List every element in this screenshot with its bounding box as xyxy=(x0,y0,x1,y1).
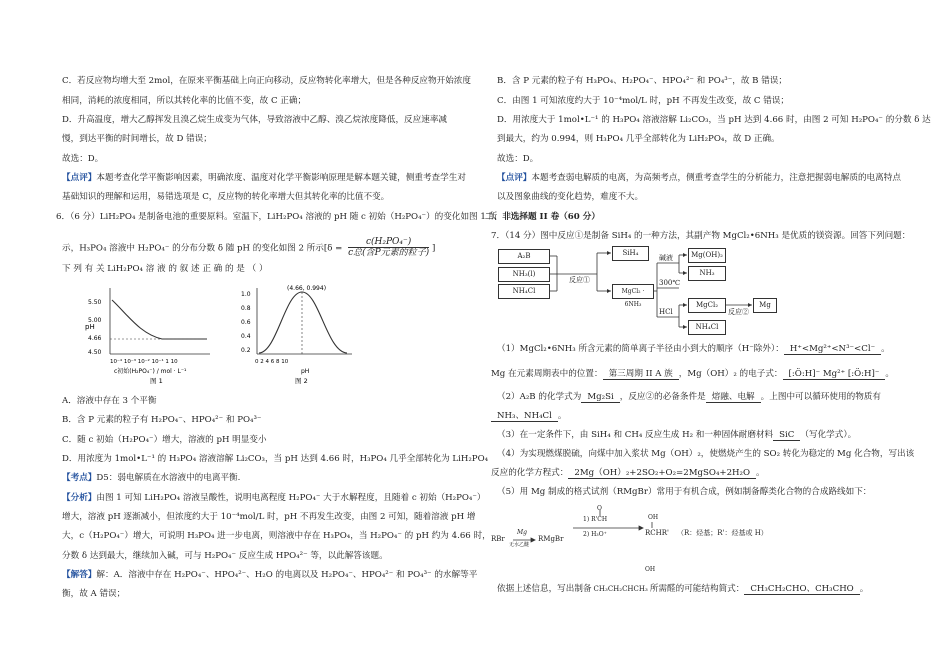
sub-2c-text: 。上图中可以循环使用的物质有 xyxy=(760,392,881,402)
fig1-ylabel: pH xyxy=(85,323,95,331)
text-line: 大，c（H₂PO₄⁻）增大，可说明 H₃PO₄ 进一步电离，则溶液中存在 H₃PO₄，当 H₂PO₄⁻ 的 pH 约为 4.66 时， xyxy=(62,531,491,541)
question-6-heading: 6．（6 分）LiH₂PO₄ 是制备电池的重要原料。室温下，LiH₂PO₄ 溶液的 pH 随 c 初始（H₂PO₄⁻）的变化如图 1 所 xyxy=(56,212,498,222)
option-c: C．随 c 初始（H₂PO₄⁻）增大，溶液的 pH 明显变小 xyxy=(62,435,267,445)
flow-mgcl2: MgCl₂ xyxy=(688,298,726,313)
sub-5b-text2: 所需醛的可能结构简式： xyxy=(649,584,745,594)
sub-5b: 依据上述信息，写出制备 CH₃CH₂CHCH₃ 所需醛的可能结构简式： CH₃CH₂CHO、CH₃CHO 。 xyxy=(497,584,869,594)
option-a: A．溶液中存在 3 个平衡 xyxy=(62,396,157,406)
text-line: 分数 δ 达到最大，继续加入碱，可与 H₂PO₄⁻ 反应生成 HPO₄²⁻ 等，以此解答该题。 xyxy=(62,551,388,561)
text-line: 相同，消耗的浓度相同，所以其转化率的比值不变，故 C 正确； xyxy=(62,96,307,106)
svg-text:0.2: 0.2 xyxy=(241,347,251,354)
sub-3-end: （写化学式）。 xyxy=(800,430,857,440)
analysis-line xyxy=(62,494,486,503)
sub-2d: NH₃、NH₄Cl 。 xyxy=(491,412,566,421)
text-line: D．升高温度，增大乙醇挥发且溴乙烷生成变为气体，导致溶液中乙醇、溴乙烷浓度降低，反应速率减 xyxy=(62,115,448,125)
svg-text:0 2 4 6 8 10: 0 2 4 6 8 10 xyxy=(255,359,289,365)
svg-text:1.0: 1.0 xyxy=(241,291,251,298)
solution-line xyxy=(62,571,477,580)
rx-note: （R：烃基；R'：烃基或 H） xyxy=(677,529,768,537)
question-7-heading: 7．（14 分）图中反应①是制备 SiH₄ 的一种方法，其副产物 MgCl₂•6NH₃ 是优质的镁资源。回答下列问题： xyxy=(491,231,911,241)
sub-5b-text: 依据上述信息，写出制备 xyxy=(497,584,592,594)
sub-2a-text: （2）A₂B 的化学式为 xyxy=(497,392,582,402)
q6-text: 示，H₃PO₄ 溶液中 H₂PO₄⁻ 的分布分数 δ 随 pH 的变化如图 2 所示[δ = xyxy=(62,243,343,254)
rx-step2: 2) H₃O⁺ xyxy=(583,531,607,538)
comment-text: 本题考查化学平衡影响因素，明确浓度、温度对化学平衡影响原理是解本题关键，侧重考查学生对 xyxy=(96,173,466,183)
fig2-xlabel: pH xyxy=(301,368,310,375)
grignard-scheme xyxy=(491,506,831,556)
comment-text: 本题考查弱电解质的电离，为高频考点，侧重考查学生的分析能力，注意把握弱电解质的电离特点 xyxy=(531,173,901,183)
flow-nh4cl2: NH₄Cl xyxy=(688,320,726,335)
target-molecule: CH₃CH₂CHCH₃ xyxy=(593,585,648,593)
text-line: C．由图 1 可知浓度约大于 10⁻⁴mol/L 时，pH 不再发生改变，故 C 错误； xyxy=(497,96,789,106)
flow-react1-label: 反应① xyxy=(569,276,590,284)
analysis-text: 由图 1 可知 LiH₂PO₄ 溶液呈酸性，说明电离程度 H₂PO₄⁻ 大于水解程度，且随着 c 初始（H₂PO₄⁻） xyxy=(96,493,486,503)
rx-step1: 1) R'CH xyxy=(583,516,608,523)
flow-nh3: NH₃ xyxy=(688,266,726,281)
svg-text:5.00: 5.00 xyxy=(88,317,102,324)
answer-2a: Mg₂Si xyxy=(581,392,619,403)
rx-rmgbr: RMgBr xyxy=(538,535,564,543)
text-line: 增大，溶液 pH 逐渐减小，但浓度约大于 10⁻⁴mol/L 时，pH 不再发生改变，由图 2 可知，随着溶液 pH 增 xyxy=(62,512,476,522)
comment-line xyxy=(62,174,466,183)
text-line: D．用浓度大于 1mol•L⁻¹ 的 H₃PO₄ 溶液溶解 Li₂CO₃，当 pH 达到 4.66 时，由图 2 可知 H₂PO₄⁻ 的分数 δ 达 xyxy=(497,115,931,125)
answer-1a: H⁺<Mg²⁺<N³⁻<Cl⁻ xyxy=(784,344,881,355)
answer-2d: NH₃、NH₄Cl xyxy=(491,411,558,422)
fraction-denominator: c总(含P元素的粒子) xyxy=(348,248,430,258)
flow-nh4cl: NH₄Cl xyxy=(498,284,550,299)
text-line: 慢，到达平衡的时间增长，故 D 错误； xyxy=(62,134,212,144)
text-line: 故选：D。 xyxy=(497,154,539,164)
solution-tag: 【解答】 xyxy=(62,570,97,580)
answer-1c-electron-formula: [:Ö:H]⁻ Mg²⁺ [:Ö:H]⁻ xyxy=(783,369,886,380)
flow-hcl-label: HCl xyxy=(659,308,673,316)
answer-1b: 第三周期 II A 族 xyxy=(603,369,679,380)
svg-text:4.66: 4.66 xyxy=(88,335,102,342)
svg-text:0.6: 0.6 xyxy=(241,319,251,326)
sub-4b-text: 反应的化学方程式： xyxy=(491,468,569,478)
text-line: 衡，故 A 错误； xyxy=(62,589,126,599)
target-mol-oh: OH xyxy=(645,566,656,573)
sub-4b: 反应的化学方程式： 2Mg（OH）₂+2SO₂+O₂=2MgSO₄+2H₂O 。 xyxy=(491,468,765,478)
sub-3-text: （3）在一定条件下，由 SiH₄ 和 CH₄ 反应生成 H₂ 和一种固体耐磨材料 xyxy=(497,430,774,440)
flow-diagram xyxy=(497,243,797,333)
kaodian-text: D5：弱电解质在水溶液中的电离平衡. xyxy=(96,473,241,483)
rx-oh: OH xyxy=(648,514,659,521)
text-line: 到最大，约为 0.994，则 H₃PO₄ 几乎全部转化为 LiH₂PO₄，故 D 正确。 xyxy=(497,134,780,144)
fig2-peak-label: (4.66, 0.994) xyxy=(287,285,327,292)
comment-tag: 【点评】 xyxy=(62,173,97,183)
kaodian-tag: 【考点】 xyxy=(62,473,97,483)
flow-mg: Mg xyxy=(753,298,777,313)
solution-text: 解：A．溶液中存在 H₂PO₄⁻、HPO₄²⁻、H₂O 的电离以及 H₂PO₄⁻、HPO₄²⁻ 和 PO₄³⁻ 的水解等平 xyxy=(96,570,478,580)
svg-text:5.50: 5.50 xyxy=(88,299,102,306)
text-line: 故选：D。 xyxy=(62,154,104,164)
kaodian-line xyxy=(62,474,240,483)
sub-2b-text: ，反应②的必备条件是 xyxy=(619,392,706,402)
answer-3: SiC xyxy=(773,430,800,441)
flow-react2-label: 反应② xyxy=(728,308,749,316)
sub-1c-text: ，Mg（OH）₂ 的电子式： xyxy=(678,369,783,379)
svg-text:10⁻⁴ 10⁻³ 10⁻² 10⁻¹ 1 10: 10⁻⁴ 10⁻³ 10⁻² 10⁻¹ 1 10 xyxy=(110,359,178,365)
flow-a2b: A₂B xyxy=(498,249,550,264)
delta-fraction xyxy=(348,238,429,258)
option-d: D．用浓度为 1mol•L⁻¹ 的 H₃PO₄ 溶液溶解 Li₂CO₃，当 pH 达到 4.66 时，H₃PO₄ 几乎全部转化为 LiH₂PO₄ xyxy=(62,454,489,464)
answer-4: 2Mg（OH）₂+2SO₂+O₂=2MgSO₄+2H₂O xyxy=(568,468,756,479)
sub-1b-text: Mg 在元素周期表中的位置： xyxy=(491,369,603,379)
answer-2b: 熔融、电解 xyxy=(706,392,761,403)
analysis-tag: 【分析】 xyxy=(62,493,97,503)
sub-1b: Mg 在元素周期表中的位置： 第三周期 II A 族 ，Mg（OH）₂ 的电子式： [:Ö:H]⁻ Mg²⁺ [:Ö:H]⁻ 。 xyxy=(491,369,895,379)
comment-line xyxy=(497,174,901,183)
comment-tag: 【点评】 xyxy=(497,173,532,183)
flow-mgcl2-6nh3: MgCl₂ · 6NH₃ xyxy=(612,284,654,299)
svg-text:0.8: 0.8 xyxy=(241,305,251,312)
sub-4: （4）为实现燃煤脱硫，向煤中加入浆状 Mg（OH）₂，使燃烧产生的 SO₂ 转化为稳定的 Mg 化合物，写出该 xyxy=(497,449,915,459)
section-heading: 二、非选择题 II 卷（60 分） xyxy=(485,212,600,222)
rx-solvent: 无水乙醚 xyxy=(509,542,530,548)
sub-1a-text: （1）MgCl₂•6NH₃ 所含元素的简单离子半径由小到大的顺序（H⁻除外）： xyxy=(497,344,784,354)
text-line: 基础知识的理解和运用，易错选项是 C，反应物的转化率增大但其转化率的比值不变。 xyxy=(62,192,390,202)
sub-5: （5）用 Mg 制成的格式试剂（RMgBr）常用于有机合成，例如制备醇类化合物的合成路线如下： xyxy=(497,487,872,497)
text-line: C．若反应物均增大至 2mol，在原来平衡基础上向正向移动，反应物转化率增大，但是各种反应物开始浓度 xyxy=(62,76,471,86)
question-6-line2: 示，H₃PO₄ 溶液中 H₂PO₄⁻ 的分布分数 δ 随 pH 的变化如图 2 所示[δ = c(H₂PO₄⁻) c总(含P元素的粒子) ] xyxy=(62,237,436,258)
sub-3 xyxy=(497,431,856,440)
fig1-xlabel: c初始(H₂PO₄⁻) / mol · L⁻¹ xyxy=(114,368,187,375)
question-6-line3: 下 列 有 关 LiH₂PO₄ 溶 液 的 叙 述 正 确 的 是 （ ） xyxy=(62,264,268,274)
fraction-numerator: c(H₂PO₄⁻) xyxy=(365,237,412,247)
svg-text:0.4: 0.4 xyxy=(241,333,251,340)
flow-jianye-label: 碱液 xyxy=(659,254,673,262)
figure-1-chart xyxy=(82,282,232,387)
text-line: B．含 P 元素的粒子有 H₃PO₄、H₂PO₄⁻、HPO₄²⁻ 和 PO₄³⁻，故 B 错误； xyxy=(497,76,787,86)
flow-sih4: SiH₄ xyxy=(612,246,649,261)
flow-nh3l: NH₃(l) xyxy=(498,267,550,282)
svg-text:4.50: 4.50 xyxy=(88,349,102,356)
rx-mg: Mg xyxy=(517,529,527,536)
rx-product: RCHR' xyxy=(645,529,669,537)
answer-5: CH₃CH₂CHO、CH₃CHO xyxy=(744,584,859,595)
fig1-title: 图 1 xyxy=(150,377,163,385)
flow-mgoh2: Mg(OH)₂ xyxy=(688,248,726,263)
rx-o: O xyxy=(597,505,602,512)
text-line: 以及图象曲线的变化趋势，难度不大。 xyxy=(497,192,644,202)
fig2-title: 图 2 xyxy=(295,377,308,385)
rx-rbr: RBr xyxy=(491,535,505,543)
option-b: B．含 P 元素的粒子有 H₂PO₄⁻、HPO₄²⁻ 和 PO₄³⁻ xyxy=(62,415,262,425)
flow-300c-label: 300℃ xyxy=(659,279,681,287)
sub-1a: （1）MgCl₂•6NH₃ 所含元素的简单离子半径由小到大的顺序（H⁻除外）： H⁺<Mg²⁺<N³⁻<Cl⁻ 。 xyxy=(497,344,890,354)
figure-2-chart xyxy=(237,282,362,387)
sub-2 xyxy=(497,393,881,402)
